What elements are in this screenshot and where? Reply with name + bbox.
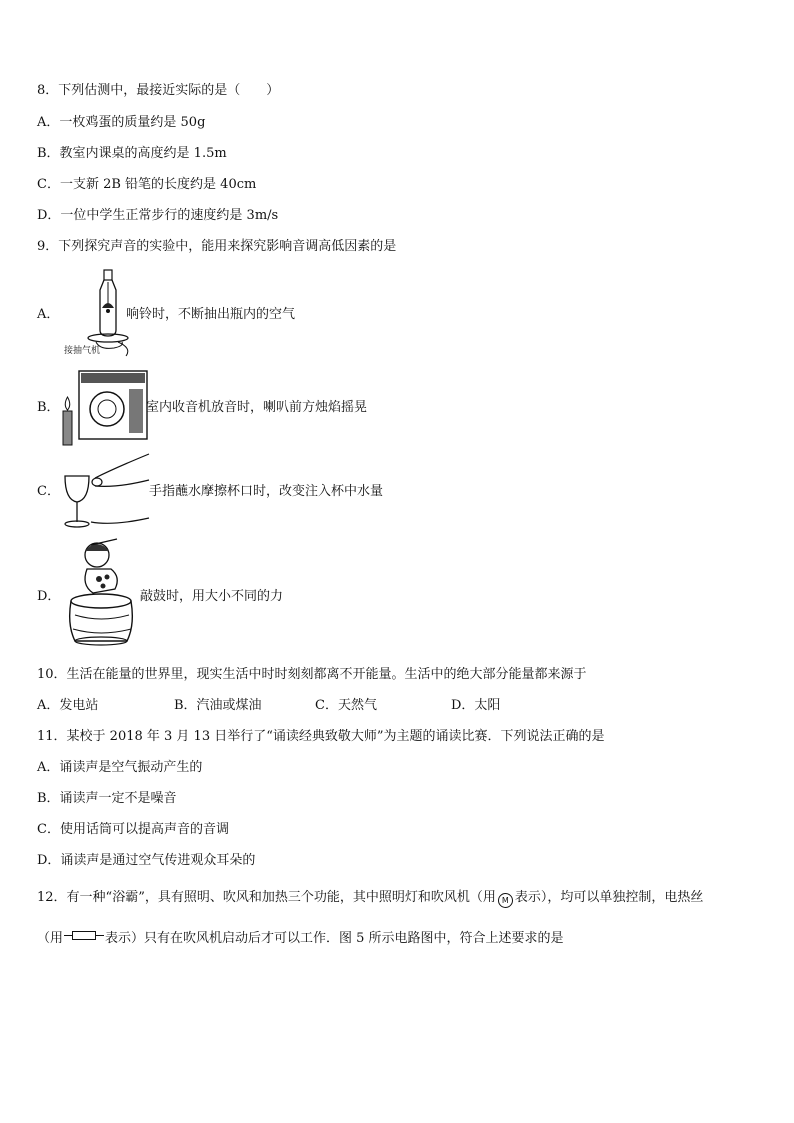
q8-option-c: C．一支新 2B 铅笔的长度约是 40cm	[37, 177, 257, 192]
q11-stem: 11．某校于 2018 年 3 月 13 日举行了“诵读经典致敬大师”为主题的诵读比赛．下列说法正确的是	[37, 729, 605, 744]
q9-option-d-label: D．	[37, 589, 61, 604]
q12-line2-part-a: （用	[37, 931, 64, 946]
q12-line1	[37, 889, 703, 908]
q9-option-c-text: 手指蘸水摩擦杯口时，改变注入杯中水量	[149, 484, 384, 499]
q11-option-c: C．使用话筒可以提高声音的音调	[37, 822, 229, 837]
q9-option-b	[37, 369, 437, 449]
q9-option-a	[37, 268, 437, 360]
motor-symbol-icon: M	[498, 893, 513, 908]
q10-option-a: A．发电站	[37, 698, 99, 713]
q12-line1-part-a: 12．有一种“浴霸”，具有照明、吹风和加热三个功能，其中照明灯和吹风机（用	[37, 890, 496, 905]
q9-option-a-text: 响铃时，不断抽出瓶内的空气	[126, 307, 296, 322]
q12-line1-part-b: 表示），均可以单独控制，电热丝	[514, 890, 704, 905]
q9-option-a-image-caption: 接抽气机	[64, 346, 101, 356]
q9-option-a-label: A．	[37, 307, 60, 322]
q9-stem: 9．下列探究声音的实验中，能用来探究影响音调高低因素的是	[37, 239, 397, 254]
q8-option-b: B．教室内课桌的高度约是 1.5m	[37, 146, 227, 161]
wine-glass-illustration	[57, 450, 151, 536]
radio-candle-illustration	[57, 369, 149, 449]
q12-line2-part-b: 表示）只有在吹风机启动后才可以工作．图 5 所示电路图中，符合上述要求的是	[105, 931, 564, 946]
resistor-symbol-icon	[64, 927, 104, 945]
drum-boy-illustration	[57, 537, 143, 653]
q10-options	[37, 697, 537, 715]
q11-option-d: D．诵读声是通过空气传进观众耳朵的	[37, 853, 256, 868]
q10-option-b: B．汽油或煤油	[174, 698, 262, 713]
q9-option-d	[37, 537, 437, 653]
q12-line2	[37, 927, 564, 948]
q9-option-c	[37, 450, 437, 536]
q8-option-a: A．一枚鸡蛋的质量约是 50g	[37, 115, 206, 130]
q11-option-a: A．诵读声是空气振动产生的	[37, 760, 203, 775]
q10-option-d: D．太阳	[451, 698, 501, 713]
q10-stem: 10．生活在能量的世界里，现实生活中时时刻刻都离不开能量。生活中的绝大部分能量都来源于	[37, 667, 587, 682]
q8-stem: 8．下列估测中，最接近实际的是（ ）	[37, 83, 280, 98]
q10-option-c: C．天然气	[315, 698, 377, 713]
q11-option-b: B．诵读声一定不是噪音	[37, 791, 177, 806]
q9-option-b-text: 室内收音机放音时，喇叭前方烛焰摇晃	[146, 400, 368, 415]
q8-option-d: D．一位中学生正常步行的速度约是 3m/s	[37, 208, 279, 223]
q9-option-c-label: C．	[37, 484, 60, 499]
q9-option-b-label: B．	[37, 400, 60, 415]
q9-option-d-text: 敲鼓时，用大小不同的力	[140, 589, 284, 604]
